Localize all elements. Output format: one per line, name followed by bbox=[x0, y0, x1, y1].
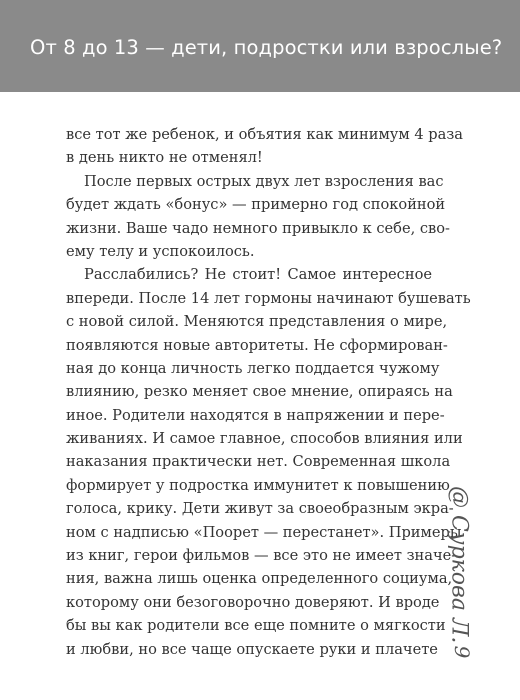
text-line: ему телу и успокоилось. bbox=[66, 242, 255, 260]
text-line: которому они безоговорочно доверяют. И вроде bbox=[66, 593, 440, 611]
author-signature bbox=[442, 486, 476, 644]
text-line: Расслабились? Не стоит! Самое интересное bbox=[84, 266, 432, 284]
text-line: бы вы как родители все еще помните о мягкости bbox=[66, 617, 446, 635]
text-line: ная до конца личность легко поддается чужому bbox=[66, 359, 440, 377]
text-line: живаниях. И самое главное, способов влияния или bbox=[66, 430, 463, 448]
text-line: жизни. Ваше чадо немного привыкло к себе, сво- bbox=[66, 219, 450, 237]
text-line: ном с надписью «Поорет — перестанет». Примеры bbox=[66, 523, 462, 541]
signature-text: @ Суркова Л. bbox=[446, 486, 472, 644]
text-line: все тот же ребенок, и объятия как минимум 4 раза bbox=[66, 126, 463, 143]
text-line: иное. Родители находятся в напряжении и пере- bbox=[66, 406, 445, 424]
text-line: с новой силой. Меняются представления о мире, bbox=[66, 313, 448, 331]
text-line: появляются новые авторитеты. Не сформирован- bbox=[66, 336, 448, 354]
page-number: 9 bbox=[450, 645, 474, 659]
text-line: формирует у подростка иммунитет к повышению bbox=[66, 476, 450, 494]
text-line: и любви, но все чаще опускаете руки и плачете bbox=[66, 640, 438, 658]
text-line: наказания практически нет. Современная школа bbox=[66, 453, 451, 471]
text-line: впереди. После 14 лет гормоны начинают бушевать bbox=[66, 289, 471, 307]
text-line: ния, важна лишь оценка определенного социума, bbox=[66, 570, 453, 588]
text-line: будет ждать «бонус» — примерно год спокойной bbox=[66, 196, 446, 214]
text-line: из книг, герои фильмов — все это не имеет значе- bbox=[66, 547, 457, 565]
text-line: После первых острых двух лет взросления вас bbox=[84, 172, 444, 190]
page-header-title: От 8 до 13 — дети, подростки или взрослые? bbox=[30, 36, 503, 59]
text-line: голоса, крику. Дети живут за своеобразным экра- bbox=[66, 500, 454, 518]
text-line: в день никто не отменял! bbox=[66, 149, 263, 167]
text-line: влиянию, резко меняет свое мнение, опираясь на bbox=[66, 383, 453, 401]
